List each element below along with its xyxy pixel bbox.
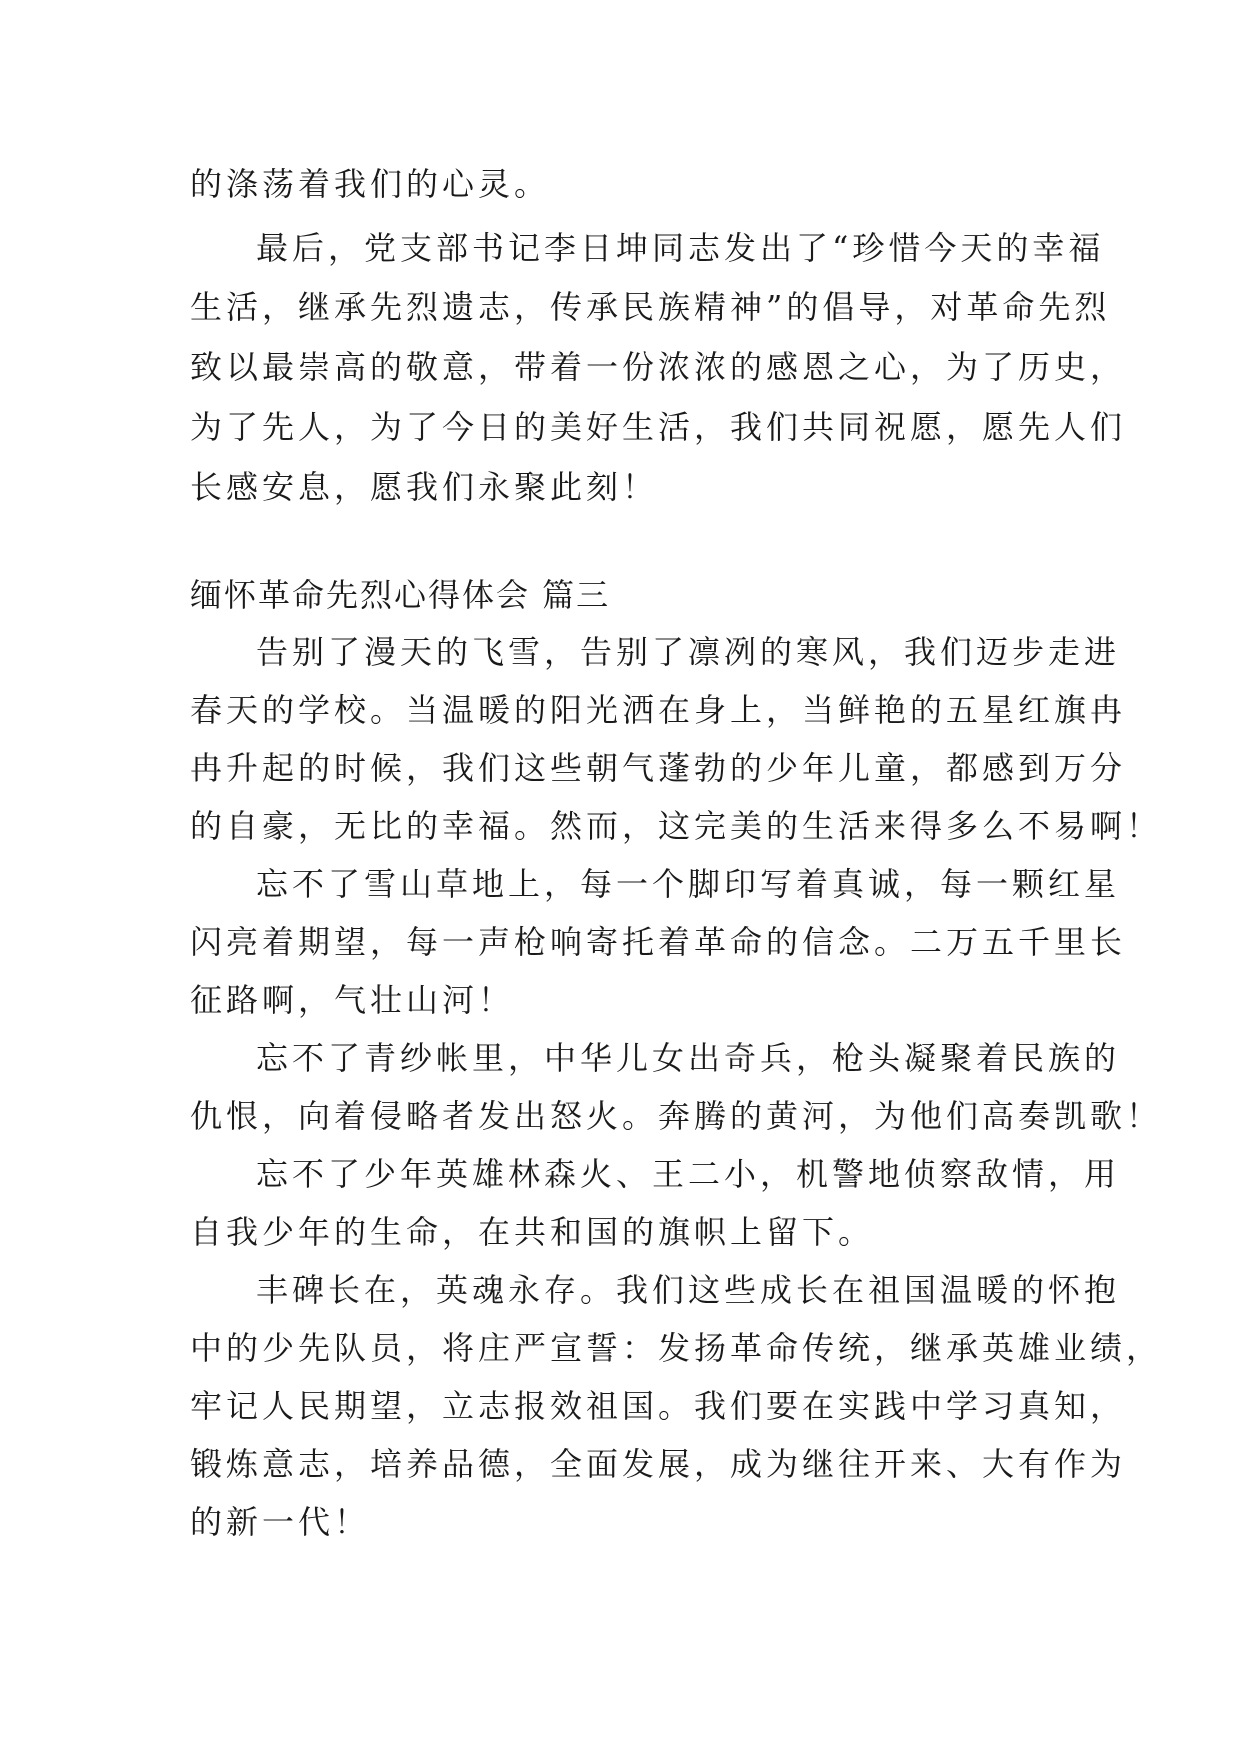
paragraph-line: 仇恨，向着侵略者发出怒火。奔腾的黄河，为他们高奏凯歌！ bbox=[190, 1097, 1163, 1135]
paragraph-line: 忘不了雪山草地上，每一个脚印写着真诚，每一颗红星 bbox=[256, 865, 1121, 903]
paragraph-line: 的涤荡着我们的心灵。 bbox=[190, 165, 551, 203]
paragraph-line: 牢记人民期望，立志报效祖国。我们要在实践中学习真知， bbox=[190, 1387, 1127, 1425]
paragraph-line: 致以最崇高的敬意，带着一份浓浓的感恩之心，为了历史， bbox=[190, 348, 1127, 386]
paragraph-line: 丰碑长在，英魂永存。我们这些成长在祖国温暖的怀抱 bbox=[256, 1271, 1121, 1309]
paragraph-line: 长感安息，愿我们永聚此刻！ bbox=[190, 468, 659, 506]
paragraph-line: 告别了漫天的飞雪，告别了凛冽的寒风，我们迈步走进 bbox=[256, 633, 1121, 671]
paragraph-line: 自我少年的生命，在共和国的旗帜上留下。 bbox=[190, 1213, 875, 1251]
paragraph-line: 生活，继承先烈遗志，传承民族精神”的倡导，对革命先烈 bbox=[190, 288, 1111, 326]
paragraph-line: 中的少先队员，将庄严宣誓：发扬革命传统，继承英雄业绩， bbox=[190, 1329, 1163, 1367]
paragraph-line: 的新一代！ bbox=[190, 1503, 371, 1541]
paragraph-line: 最后，党支部书记李日坤同志发出了“珍惜今天的幸福 bbox=[256, 229, 1105, 267]
paragraph-line: 春天的学校。当温暖的阳光洒在身上，当鲜艳的五星红旗冉 bbox=[190, 691, 1127, 729]
paragraph-line: 的自豪，无比的幸福。然而，这完美的生活来得多么不易啊！ bbox=[190, 807, 1163, 845]
section-heading: 缅怀革命先烈心得体会 篇三 bbox=[190, 576, 611, 614]
paragraph-line: 锻炼意志，培养品德，全面发展，成为继往开来、大有作为 bbox=[190, 1445, 1127, 1483]
paragraph-line: 冉升起的时候，我们这些朝气蓬勃的少年儿童，都感到万分 bbox=[190, 749, 1127, 787]
paragraph-line: 忘不了青纱帐里，中华儿女出奇兵，枪头凝聚着民族的 bbox=[256, 1039, 1121, 1077]
paragraph-line: 闪亮着期望，每一声枪响寄托着革命的信念。二万五千里长 bbox=[190, 923, 1127, 961]
paragraph-line: 征路啊，气壮山河！ bbox=[190, 981, 515, 1019]
paragraph-line: 为了先人，为了今日的美好生活，我们共同祝愿，愿先人们 bbox=[190, 408, 1127, 446]
paragraph-line: 忘不了少年英雄林森火、王二小，机警地侦察敌情，用 bbox=[256, 1155, 1121, 1193]
